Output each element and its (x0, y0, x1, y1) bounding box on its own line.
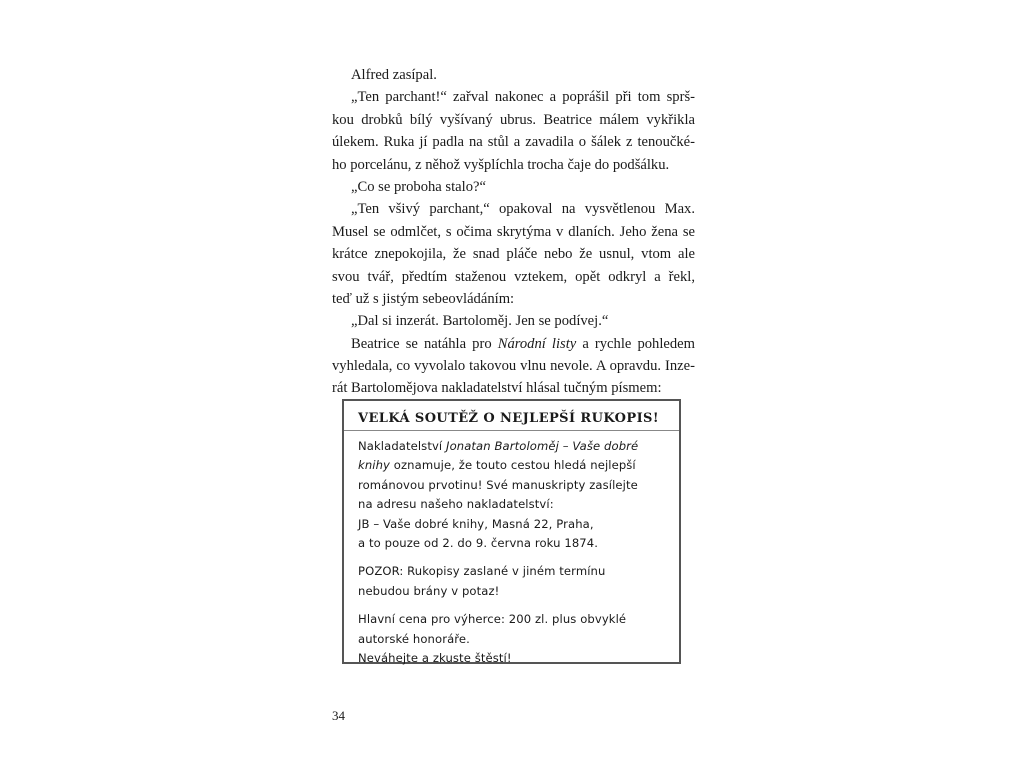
advertisement-paragraph-announcement (358, 437, 665, 553)
ad-line: JB – Vaše dobré knihy, Masná 22, Praha, (358, 516, 594, 531)
body-text-line: krátce znepokojila, že snad pláče nebo že usnul, vtom ale (332, 246, 695, 263)
body-text-line: ho porcelánu, z něhož vyšplíchla trocha čaje do podšálku. (332, 156, 670, 173)
ad-line: POZOR: Rukopisy zaslané v jiném termínu (358, 564, 606, 579)
advertisement-paragraph-prize (358, 610, 665, 668)
body-text-line: „Co se proboha stalo?“ (351, 178, 486, 195)
body-text-line: úlekem. Ruka jí padla na stůl a zavadila o šálek z tenoučké- (332, 134, 695, 151)
body-text-line: vyhledala, co vyvolalo takovou vlnu nevole. A opravdu. Inze- (332, 358, 695, 375)
ad-line: autorské honoráře. (358, 631, 470, 646)
ad-line: a to pouze od 2. do 9. června roku 1874. (358, 536, 599, 551)
body-text-line: rát Bartolomějova nakladatelství hlásal tučným písmem: (332, 380, 662, 397)
ad-line: na adresu našeho nakladatelství: (358, 497, 554, 512)
body-text-line: „Dal si inzerát. Bartoloměj. Jen se podívej.“ (351, 313, 609, 330)
body-text-line: Beatrice se natáhla pro Národní listy a rychle pohledem (351, 335, 696, 352)
body-text-line: „Ten parchant!“ zařval nakonec a poprášil při tom sprš- (351, 89, 695, 106)
body-text-line: svou tvář, předtím staženou vztekem, opět odkryl a řekl, (332, 268, 695, 285)
page-number: 34 (332, 708, 345, 723)
body-text (332, 64, 695, 400)
advertisement-title: VELKÁ SOUTĚŽ O NEJLEPŠÍ RUKOPIS! (344, 411, 679, 431)
advertisement-paragraph-warning (358, 562, 665, 601)
newspaper-title: Národní listy (497, 335, 577, 352)
advertisement-box (342, 399, 681, 664)
body-text-line: Alfred zasípal. (351, 67, 437, 83)
ad-line: románovou prvotinu! Své manuskripty zasílejte (358, 477, 638, 492)
body-text-line: „Ten všivý parchant,“ opakoval na vysvětlenou Max. (351, 201, 695, 218)
body-text-line: Musel se odmlčet, s očima skrytýma v dlaních. Jeho žena se (332, 223, 695, 240)
ad-line: Hlavní cena pro výherce: 200 zl. plus obvyklé (358, 612, 627, 627)
ad-line: Neváhejte a zkuste štěstí! (358, 651, 512, 666)
ad-line: nebudou brány v potaz! (358, 583, 500, 598)
ad-line: Nakladatelství Jonatan Bartoloměj – Vaše dobré (358, 439, 639, 453)
body-text-line: teď už s jistým sebeovládáním: (332, 290, 515, 307)
body-text-line: kou drobků bílý vyšívaný ubrus. Beatrice málem vykřikla (332, 111, 695, 128)
ad-line: knihy oznamuje, že touto cestou hledá nejlepší (358, 458, 636, 473)
